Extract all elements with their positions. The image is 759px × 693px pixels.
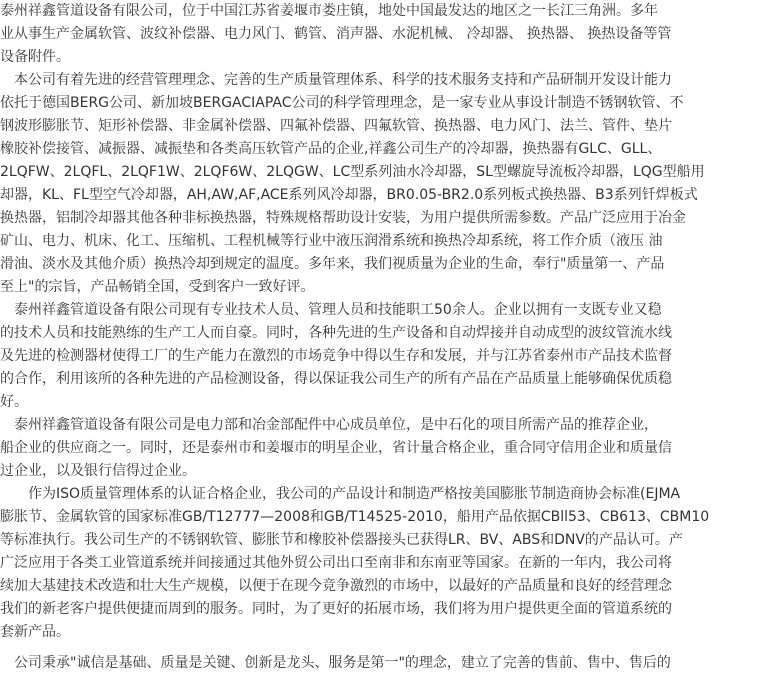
text-line: 过企业，以及银行信得过企业。 bbox=[0, 463, 196, 479]
text-line: 业从事生产金属软管、波纹补偿器、电力风门、鹤管、消声器、水泥机械、 冷却器、 换热器、 换热设备等管 bbox=[0, 26, 672, 42]
text-line: 好。 bbox=[0, 394, 28, 410]
text-line: 换热器，铝制冷却器其他各种非标换热器，特殊规格帮助设计安装，为用户提供所需参数。产品广泛应用于冶金 bbox=[0, 210, 686, 226]
text-line: 泰州祥鑫管道设备有限公司，位于中国江苏省姜堰市娄庄镇，地处中国最发达的地区之一长江三角洲。多年 bbox=[0, 3, 658, 19]
text-line: 本公司有着先进的经营管理理念、完善的生产质量管理体系、科学的技术服务支持和产品研制开发设计能力 bbox=[0, 72, 672, 88]
text-line: 依托于德国BERG公司、新加坡BERGACIAPAC公司的科学管理理念，是一家专业从事设计制造不锈钢软管、不 bbox=[0, 95, 684, 111]
text-line: 及先进的检测器材使得工厂的生产能力在激烈的市场竞争中得以生存和发展，并与江苏省泰州市产品技术监督 bbox=[0, 348, 672, 364]
text-line: 钢波形膨胀节、矩形补偿器、非金属补偿器、四氟补偿器、四氟软管、换热器、电力风门、法兰、管件、垫片 bbox=[0, 118, 672, 134]
text-line: 套新产品。 bbox=[0, 624, 70, 640]
text-line: 公司秉承"诚信是基础、质量是关键、创新是龙头、服务是第一"的理念，建立了完善的售前、售中、售后的 bbox=[0, 655, 671, 671]
text-line: 的合作，利用该所的各种先进的产品检测设备，得以保证我公司生产的所有产品在产品质量上能够确保优质稳 bbox=[0, 371, 672, 387]
text-line: 膨胀节、金属软管的国家标准GB/T12777—2008和GB/T14525-2010，船用产品依据CBll53、CB613、CBM10 bbox=[0, 509, 710, 525]
text-line: 至上"的宗旨，产品畅销全国，受到客户一致好评。 bbox=[0, 279, 315, 295]
text-line: 的技术人员和技能熟练的生产工人而自豪。同时，各种先进的生产设备和自动焊接并自动成型的波纹管流水线 bbox=[0, 325, 672, 341]
text-line: 泰州祥鑫管道设备有限公司现有专业技术人员、管理人员和技能职工50余人。企业以拥有一支既专业又稳 bbox=[0, 302, 662, 318]
text-line: 滑油、淡水及其他介质）换热冷却到规定的温度。多年来，我们视质量为企业的生命，奉行"质量第一、产品 bbox=[0, 256, 665, 272]
text-line: 却器，KL、FL型空气冷却器，AH,AW,AF,ACE系列风冷却器，BR0.05-BR2.0系列板式换热器、B3系列钎焊板式 bbox=[0, 187, 698, 203]
text-line: 作为ISO质量管理体系的认证合格企业，我公司的产品设计和制造严格按美国膨胀节制造商协会标准(EJMA bbox=[0, 486, 681, 502]
text-line: 等标准执行。我公司生产的不锈钢软管、膨胀节和橡胶补偿器接头已获得LR、BV、ABS和DNV的产品认可。产 bbox=[0, 532, 683, 548]
text-line: 2LQFW、2LQFL、2LQF1W、2LQF6W、2LQGW、LC型系列油水冷却器，SL型螺旋导流板冷却器，LQG型船用 bbox=[0, 164, 705, 180]
text-line: 矿山、电力、机床、化工、压缩机、工程机械等行业中液压润滑系统和换热冷却系统，将工作介质（液压 油 bbox=[0, 233, 663, 249]
text-line: 续加大基建技术改造和壮大生产规模，以便于在现今竞争激烈的市场中，以最好的产品质量和良好的经营理念 bbox=[0, 578, 672, 594]
text-line: 设备附件。 bbox=[0, 49, 70, 65]
text-line: 我们的新老客户提供便捷而周到的服务。同时，为了更好的拓展市场，我们将为用户提供更全面的管道系统的 bbox=[0, 601, 672, 617]
text-line: 船企业的供应商之一。同时，还是泰州市和姜堰市的明星企业，省计量合格企业，重合同守信用企业和质量信 bbox=[0, 440, 672, 456]
text-line: 泰州祥鑫管道设备有限公司是电力部和冶金部配件中心成员单位，是中石化的项目所需产品的推荐企业， bbox=[0, 417, 658, 433]
text-line: 橡胶补偿接管、减振器、减振垫和各类高压软管产品的企业,祥鑫公司生产的冷却器，换热器有GLC、GLL、 bbox=[0, 141, 662, 157]
text-line: 广泛应用于各类工业管道系统并间接通过其他外贸公司出口至南非和东南亚等国家。在新的一年内，我公司将 bbox=[0, 555, 672, 571]
